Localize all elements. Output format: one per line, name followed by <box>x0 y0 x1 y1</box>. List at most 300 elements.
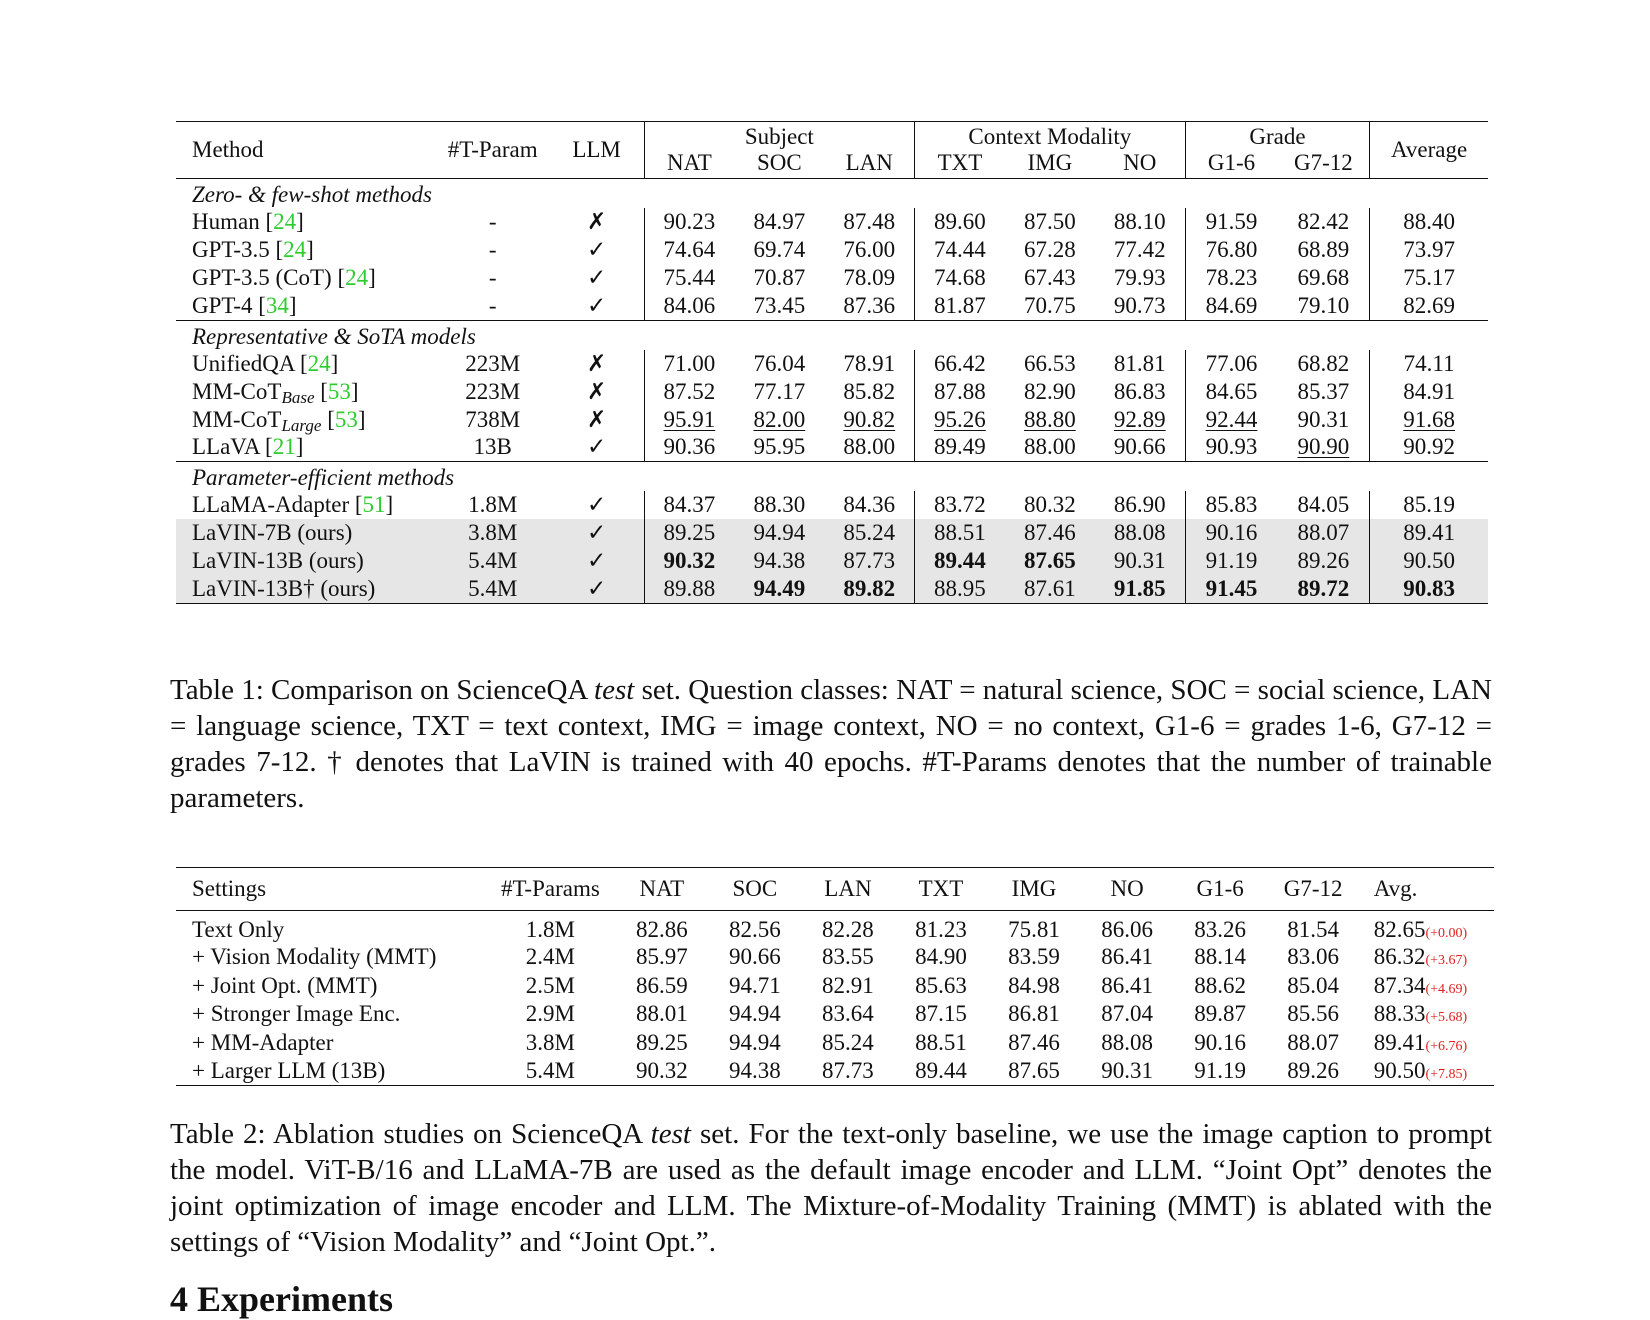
section-row <box>176 462 1488 492</box>
score-value: 79.10 <box>1297 292 1350 318</box>
section-title: Parameter-efficient methods <box>192 465 455 490</box>
score-value: 75.17 <box>1403 265 1455 290</box>
score-cell <box>915 491 1005 519</box>
score-cell <box>1095 292 1185 320</box>
score-value: 89.26 <box>1297 548 1350 573</box>
citation-link: 51 <box>362 492 386 517</box>
citation-link: 24 <box>273 209 297 234</box>
setting-name: + Larger LLM (13B) <box>192 1058 386 1083</box>
score-cell: 81.23 <box>915 917 967 942</box>
tparam-value: 223M <box>465 378 521 404</box>
score-cell <box>734 350 824 378</box>
score-value: 74.11 <box>1403 350 1455 376</box>
header-grade: Grade <box>1185 122 1370 151</box>
header-tparam: #T-Param <box>436 122 550 179</box>
tparam-value: 1.8M <box>468 492 518 517</box>
score-cell: 87.04 <box>1101 1001 1153 1027</box>
score-cell: 89.87 <box>1194 1001 1246 1027</box>
table-row <box>176 434 1488 462</box>
section-title: Zero- & few-shot methods <box>192 182 432 207</box>
score-cell: 88.51 <box>915 1029 967 1055</box>
setting-name: + Stronger Image Enc. <box>192 1001 401 1027</box>
score-cell: 89.25 <box>635 1029 688 1055</box>
table-row <box>176 236 1488 264</box>
tparam-value: - <box>436 292 550 320</box>
score-value: 87.61 <box>1023 575 1076 601</box>
check-icon: ✓ <box>586 265 607 290</box>
citation-link: 24 <box>307 350 331 376</box>
score-value: 66.53 <box>1023 350 1076 376</box>
score-value: 82.42 <box>1297 209 1350 234</box>
score-cell <box>1277 406 1369 434</box>
score-value: 86.90 <box>1113 492 1166 517</box>
avg-delta: (+7.85) <box>1425 1067 1468 1082</box>
score-cell <box>1185 236 1277 264</box>
score-cell: 83.59 <box>1008 944 1060 970</box>
score-value: 81.87 <box>934 292 986 318</box>
score-cell <box>915 264 1005 292</box>
score-cell: 94.38 <box>729 1058 781 1083</box>
score-cell: 84.98 <box>1008 972 1060 998</box>
check-icon: ✓ <box>586 237 607 262</box>
score-value: 89.25 <box>663 520 716 545</box>
header-no: NO <box>1095 150 1185 179</box>
score-cell <box>1277 350 1369 378</box>
score-cell <box>644 292 734 320</box>
score-value: 90.83 <box>1403 575 1455 601</box>
tparam-value: 223M <box>465 350 521 376</box>
score-value: 88.00 <box>1023 434 1076 460</box>
score-cell <box>1277 378 1369 406</box>
score-cell <box>824 575 914 603</box>
score-value: 92.44 <box>1205 406 1258 432</box>
score-value: 88.51 <box>934 520 986 545</box>
score-value: 71.00 <box>663 350 716 376</box>
header-nat: NAT <box>644 150 734 179</box>
score-cell <box>824 292 914 320</box>
score-cell <box>644 434 734 462</box>
score-value: 89.72 <box>1297 575 1350 601</box>
avg-cell <box>1360 972 1494 1001</box>
score-cell: 87.73 <box>822 1058 874 1083</box>
score-cell <box>824 491 914 519</box>
score-cell <box>1277 434 1369 462</box>
method-name: GPT-3.5 [24] <box>192 237 314 262</box>
score-cell: 90.32 <box>635 1058 688 1083</box>
score-cell: 88.62 <box>1194 972 1246 998</box>
tparam-value: - <box>488 265 497 290</box>
score-cell <box>1370 292 1488 320</box>
score-value: 75.44 <box>663 265 716 290</box>
score-value: 74.68 <box>934 265 986 290</box>
citation-link: 21 <box>272 434 296 460</box>
score-value: 82.00 <box>753 406 806 432</box>
check-icon: ✓ <box>550 434 644 462</box>
score-value: 90.93 <box>1205 434 1258 460</box>
score-cell <box>734 264 824 292</box>
header-cell: Settings <box>176 868 485 911</box>
table-row <box>176 911 1494 944</box>
score-value: 89.44 <box>934 548 986 573</box>
score-value: 87.36 <box>843 292 896 318</box>
score-cell <box>1185 208 1277 236</box>
score-value: 77.17 <box>753 378 806 404</box>
score-cell: 2.9M <box>525 1001 575 1027</box>
avg-delta: (+4.69) <box>1425 981 1468 997</box>
citation-link: 53 <box>327 378 351 404</box>
score-cell <box>734 575 824 603</box>
score-cell <box>824 547 914 575</box>
score-cell <box>1095 264 1185 292</box>
score-cell <box>1370 406 1488 434</box>
score-cell <box>734 491 824 519</box>
score-value: 80.32 <box>1023 492 1076 517</box>
score-cell: 91.19 <box>1194 1058 1246 1083</box>
score-cell <box>1095 236 1185 264</box>
score-value: 84.37 <box>663 492 716 517</box>
tparam-value: 738M <box>465 406 521 432</box>
avg-cell <box>1360 1029 1494 1058</box>
score-value: 91.45 <box>1205 575 1258 601</box>
score-cell <box>1095 350 1185 378</box>
score-cell <box>915 575 1005 603</box>
score-value: 83.72 <box>934 492 986 517</box>
header-img: IMG <box>1005 150 1095 179</box>
check-icon: ✓ <box>550 292 644 320</box>
setting-name: + Vision Modality (MMT) <box>192 944 437 970</box>
cross-icon: ✗ <box>586 406 607 432</box>
check-icon: ✓ <box>550 519 644 547</box>
header-cell: G7-12 <box>1267 868 1360 911</box>
score-cell <box>734 292 824 320</box>
score-cell <box>734 236 824 264</box>
score-value: 90.50 <box>1403 548 1455 573</box>
score-cell <box>1185 406 1277 434</box>
header-g7-12: G7-12 <box>1277 150 1369 179</box>
score-cell: 88.08 <box>1101 1029 1153 1055</box>
score-cell <box>1185 491 1277 519</box>
citation-link: 34 <box>265 292 289 318</box>
header-cell: TXT <box>894 868 987 911</box>
score-cell <box>1005 547 1095 575</box>
method-name: MM-CoT$_{Large}$ [53] <box>192 406 366 435</box>
method-name: LaVIN-13B† (ours) <box>176 575 436 603</box>
setting-name: + Joint Opt. (MMT) <box>192 972 378 998</box>
score-value: 78.09 <box>843 265 896 290</box>
avg-cell <box>1360 943 1494 972</box>
score-cell <box>1005 491 1095 519</box>
score-value: 90.90 <box>1297 434 1350 460</box>
score-cell <box>1005 292 1095 320</box>
avg-cell <box>1360 1057 1494 1086</box>
score-cell: 86.06 <box>1101 917 1153 942</box>
score-value: 84.69 <box>1205 292 1258 318</box>
score-cell <box>1095 491 1185 519</box>
score-cell <box>1277 208 1369 236</box>
score-cell: 87.46 <box>1008 1029 1060 1055</box>
score-value: 88.08 <box>1113 520 1166 545</box>
score-value: 85.37 <box>1297 378 1350 404</box>
cross-icon: ✗ <box>586 350 607 376</box>
score-value: 68.89 <box>1297 237 1350 262</box>
score-value: 87.65 <box>1023 548 1076 573</box>
section-row <box>176 179 1488 209</box>
method-subscript: Base <box>281 387 315 407</box>
table-row <box>176 378 1488 406</box>
score-value: 74.64 <box>663 237 716 262</box>
score-value: 94.94 <box>753 520 806 545</box>
score-cell <box>1185 264 1277 292</box>
score-value: 89.60 <box>934 209 986 234</box>
check-icon: ✓ <box>586 492 607 517</box>
score-cell: 83.06 <box>1287 944 1340 970</box>
score-value: 84.05 <box>1297 492 1350 517</box>
score-value: 86.83 <box>1113 378 1166 404</box>
score-value: 95.95 <box>753 434 806 460</box>
score-cell <box>1277 236 1369 264</box>
score-cell: 89.44 <box>915 1058 967 1083</box>
header-cell: NO <box>1081 868 1174 911</box>
score-cell: 87.65 <box>1008 1058 1060 1083</box>
score-cell: 2.4M <box>525 944 575 970</box>
table-row <box>176 547 1488 575</box>
score-cell <box>915 292 1005 320</box>
avg-delta: (+3.67) <box>1425 953 1468 969</box>
score-value: 87.46 <box>1023 520 1076 545</box>
score-cell: 94.94 <box>729 1001 781 1027</box>
score-cell <box>644 378 734 406</box>
method-name: MM-CoT$_{Base}$ [53] <box>192 378 359 407</box>
section-row <box>176 320 1488 350</box>
score-cell <box>824 236 914 264</box>
score-cell <box>644 236 734 264</box>
score-value: 66.42 <box>934 350 986 376</box>
score-value: 90.23 <box>663 209 716 234</box>
section-heading: 4 Experiments <box>170 1279 393 1319</box>
table-row <box>176 1057 1494 1086</box>
avg-value: 87.34 <box>1373 972 1426 998</box>
score-value: 81.81 <box>1113 350 1166 376</box>
score-cell: 86.59 <box>635 972 688 998</box>
score-cell: 85.56 <box>1287 1001 1340 1027</box>
ablation-table <box>176 867 1494 1086</box>
score-value: 82.90 <box>1023 378 1076 404</box>
score-cell: 86.41 <box>1101 972 1153 998</box>
score-value: 91.68 <box>1403 406 1455 432</box>
score-cell: 86.81 <box>1008 1001 1060 1027</box>
method-name: LLaVA [21] <box>176 434 436 462</box>
score-cell: 75.81 <box>1008 917 1060 942</box>
score-value: 90.31 <box>1297 406 1350 432</box>
score-value: 73.45 <box>753 292 806 318</box>
score-cell <box>1370 519 1488 547</box>
score-value: 91.59 <box>1205 209 1258 234</box>
score-cell: 94.94 <box>729 1029 781 1055</box>
score-value: 88.30 <box>753 492 806 517</box>
score-cell: 83.55 <box>822 944 874 970</box>
score-value: 90.82 <box>843 406 896 432</box>
score-cell <box>915 406 1005 434</box>
header-cell: G1-6 <box>1174 868 1267 911</box>
score-cell <box>1370 350 1488 378</box>
score-cell: 85.63 <box>915 972 967 998</box>
score-value: 79.93 <box>1113 265 1166 290</box>
score-cell <box>1370 547 1488 575</box>
avg-cell <box>1360 1000 1494 1029</box>
score-cell: 85.97 <box>635 944 688 970</box>
score-value: 78.91 <box>843 350 896 376</box>
score-cell: 88.14 <box>1194 944 1246 970</box>
score-value: 82.69 <box>1403 292 1455 318</box>
score-cell <box>734 519 824 547</box>
header-lan: LAN <box>824 150 914 179</box>
score-cell <box>915 519 1005 547</box>
score-cell <box>644 575 734 603</box>
header-txt: TXT <box>915 150 1005 179</box>
score-cell <box>1370 378 1488 406</box>
score-value: 87.48 <box>843 209 896 234</box>
score-value: 84.97 <box>753 209 806 234</box>
score-value: 77.42 <box>1113 237 1166 262</box>
score-value: 73.97 <box>1403 237 1455 262</box>
score-cell <box>1185 350 1277 378</box>
score-cell <box>1095 519 1185 547</box>
score-cell: 1.8M <box>525 917 575 942</box>
score-cell <box>644 406 734 434</box>
score-cell: 82.91 <box>822 972 874 998</box>
score-value: 70.87 <box>753 265 806 290</box>
table-row <box>176 491 1488 519</box>
score-cell <box>1185 292 1277 320</box>
score-cell <box>824 378 914 406</box>
score-value: 88.95 <box>934 575 986 601</box>
header-cell: #T-Params <box>485 868 615 911</box>
score-value: 67.28 <box>1023 237 1076 262</box>
score-cell: 3.8M <box>525 1029 575 1055</box>
avg-delta: (+0.00) <box>1425 926 1468 941</box>
check-icon: ✓ <box>550 547 644 575</box>
score-cell <box>1277 547 1369 575</box>
avg-value: 82.65 <box>1373 917 1426 942</box>
header-g1-6: G1-6 <box>1185 150 1277 179</box>
score-value: 94.49 <box>753 575 806 601</box>
avg-value: 90.50 <box>1373 1058 1426 1083</box>
header-cell: NAT <box>615 868 708 911</box>
score-cell <box>824 519 914 547</box>
score-value: 68.82 <box>1297 350 1350 376</box>
comparison-table <box>176 121 1488 604</box>
score-cell <box>734 208 824 236</box>
method-name: LLaMA-Adapter [51] <box>192 492 394 517</box>
score-cell <box>1185 434 1277 462</box>
avg-value: 88.33 <box>1373 1001 1426 1027</box>
score-cell: 84.90 <box>915 944 967 970</box>
tparam-value: 5.4M <box>436 547 550 575</box>
score-cell <box>1095 378 1185 406</box>
score-cell <box>644 519 734 547</box>
score-cell: 88.07 <box>1287 1029 1340 1055</box>
score-value: 76.80 <box>1205 237 1258 262</box>
setting-name: + MM-Adapter <box>192 1029 334 1055</box>
score-cell: 81.54 <box>1287 917 1340 942</box>
score-cell <box>1005 264 1095 292</box>
header-cell: LAN <box>801 868 894 911</box>
score-value: 87.73 <box>843 548 896 573</box>
score-cell <box>1277 491 1369 519</box>
score-cell <box>1370 575 1488 603</box>
score-cell <box>915 208 1005 236</box>
score-cell <box>734 434 824 462</box>
score-cell <box>1370 434 1488 462</box>
table-row <box>176 519 1488 547</box>
score-cell <box>824 208 914 236</box>
header-cell: Avg. <box>1360 868 1494 911</box>
score-cell <box>824 434 914 462</box>
avg-delta: (+6.76) <box>1425 1038 1468 1054</box>
cross-icon: ✗ <box>586 209 607 234</box>
score-value: 89.49 <box>934 434 986 460</box>
score-value: 90.92 <box>1403 434 1455 460</box>
tparam-value: - <box>488 209 497 234</box>
section-title: Representative & SoTA models <box>192 323 476 349</box>
score-cell: 90.66 <box>729 944 781 970</box>
score-value: 94.38 <box>753 548 806 573</box>
score-cell <box>824 350 914 378</box>
score-cell <box>1277 575 1369 603</box>
score-value: 76.04 <box>753 350 806 376</box>
score-cell: 82.86 <box>635 917 688 942</box>
score-value: 85.83 <box>1205 492 1258 517</box>
score-cell <box>734 378 824 406</box>
score-cell: 5.4M <box>525 1058 575 1083</box>
score-value: 84.91 <box>1403 378 1455 404</box>
method-name: Human [24] <box>192 209 304 234</box>
score-value: 70.75 <box>1023 292 1076 318</box>
score-cell <box>915 434 1005 462</box>
tparam-value: 5.4M <box>436 575 550 603</box>
score-cell <box>1005 575 1095 603</box>
score-cell <box>1005 236 1095 264</box>
score-cell <box>644 491 734 519</box>
score-value: 88.80 <box>1023 406 1076 432</box>
score-cell <box>824 406 914 434</box>
score-cell: 83.64 <box>822 1001 874 1027</box>
method-name: LaVIN-7B (ours) <box>176 519 436 547</box>
method-name: UnifiedQA [24] <box>192 350 339 376</box>
score-cell: 90.31 <box>1101 1058 1153 1083</box>
citation-link: 24 <box>345 265 369 290</box>
score-value: 88.40 <box>1403 209 1455 234</box>
score-cell <box>915 236 1005 264</box>
score-cell <box>1185 547 1277 575</box>
score-value: 91.19 <box>1205 548 1258 573</box>
header-subject: Subject <box>644 122 915 151</box>
score-value: 90.36 <box>663 434 716 460</box>
table-row <box>176 575 1488 603</box>
score-value: 89.41 <box>1403 520 1455 545</box>
score-cell <box>824 264 914 292</box>
score-value: 90.16 <box>1205 520 1258 545</box>
score-value: 88.10 <box>1113 209 1166 234</box>
method-name: GPT-4 [34] <box>176 292 436 320</box>
score-cell <box>1370 264 1488 292</box>
method-name: GPT-3.5 (CoT) [24] <box>192 265 376 290</box>
cross-icon: ✗ <box>586 378 607 404</box>
score-cell <box>915 547 1005 575</box>
score-cell: 82.56 <box>729 917 781 942</box>
score-cell <box>1095 547 1185 575</box>
table-row <box>176 406 1488 434</box>
